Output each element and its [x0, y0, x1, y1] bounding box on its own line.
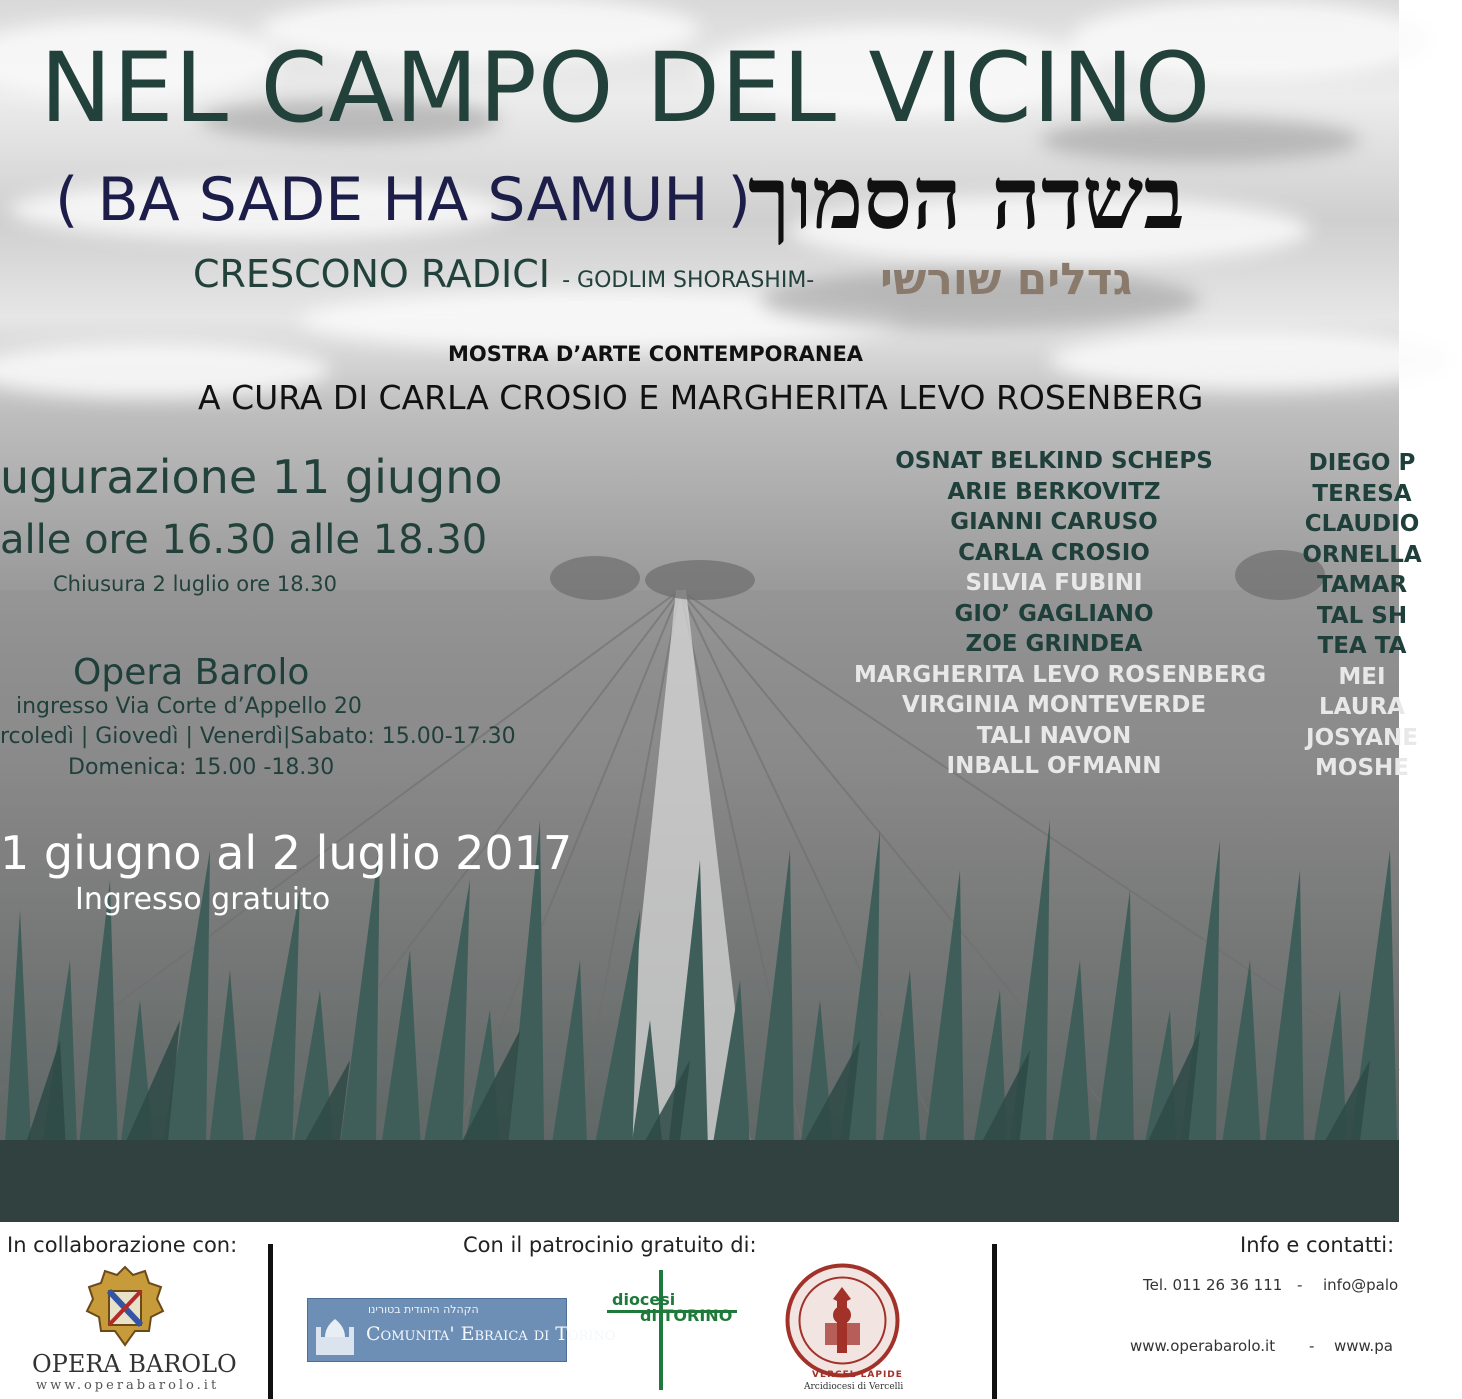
- artists-list-1: [854, 446, 1267, 782]
- artist-name: MARGHERITA LEVO ROSENBERG: [854, 661, 1267, 688]
- artist-name: TERESA: [1312, 480, 1412, 507]
- artist-name: LAURA: [1319, 694, 1405, 720]
- exhibition-type: MOSTRA D’ARTE CONTEMPORANEA: [448, 342, 864, 366]
- contact-phone: Tel. 011 26 36 111: [1143, 1276, 1283, 1294]
- admission-info: Ingresso gratuito: [75, 882, 331, 917]
- inauguration-hours: alle ore 16.30 alle 18.30: [0, 517, 488, 563]
- subtitle-transliteration: ( BA SADE HA SAMUH ): [55, 165, 751, 235]
- artist-name: ZOE GRINDEA: [965, 631, 1143, 657]
- artist-name: TAMAR: [1316, 572, 1408, 598]
- comunita-ebraica-logo: [307, 1298, 616, 1362]
- exhibition-dates: 1 giugno al 2 luglio 2017: [0, 826, 573, 880]
- artist-name: SILVIA FUBINI: [965, 570, 1143, 596]
- tagline: [193, 252, 814, 296]
- vercelli-seal-icon: [785, 1263, 900, 1378]
- collaboration-label: In collaborazione con:: [7, 1233, 238, 1257]
- artist-name: CARLA CROSIO: [958, 539, 1150, 566]
- opening-hours-sunday: Domenica: 15.00 -18.30: [68, 755, 335, 780]
- inauguration-date: ugurazione 11 giugno: [0, 450, 503, 504]
- artist-name: MOSHE: [1315, 755, 1409, 781]
- tagline-transliteration: - GODLIM SHORASHIM-: [562, 268, 815, 293]
- diocesi-name-line1: diocesi: [612, 1290, 676, 1309]
- venue-name: Opera Barolo: [73, 652, 310, 693]
- opera-barolo-url: www.operabarolo.it: [36, 1378, 220, 1393]
- comunita-hebrew: הקהלה היהודית בטורינו: [368, 1303, 479, 1316]
- artist-name: TAL SH: [1316, 602, 1408, 629]
- contact-separator: -: [1297, 1276, 1303, 1294]
- tagline-main: CRESCONO RADICI: [193, 252, 550, 296]
- website-secondary[interactable]: www.pa: [1334, 1337, 1393, 1355]
- exhibition-title: NEL CAMPO DEL VICINO: [40, 32, 1212, 144]
- opera-barolo-name: OPERA BAROLO: [32, 1350, 237, 1378]
- patronage-label: Con il patrocinio gratuito di:: [463, 1233, 757, 1257]
- artist-name: CLAUDIO: [1304, 511, 1420, 537]
- artist-name: MEI: [1338, 663, 1386, 690]
- artist-name: TALI NAVON: [976, 722, 1132, 749]
- diocesi-name-line2: di TORINO: [640, 1306, 733, 1325]
- website-opera-barolo[interactable]: www.operabarolo.it: [1130, 1337, 1276, 1355]
- artists-list-2: [1262, 448, 1462, 784]
- venue-address: ingresso Via Corte d’Appello 20: [16, 694, 362, 719]
- footer-divider: [268, 1244, 273, 1399]
- synagogue-icon: [312, 1317, 358, 1357]
- artist-name: GIANNI CARUSO: [950, 509, 1158, 535]
- opening-hours-weekdays: rcoledì | Giovedì | Venerdì|Sabato: 15.00-17.30: [0, 724, 516, 749]
- diocesi-cross-icon: [607, 1270, 737, 1390]
- tagline-hebrew: גדלים שורשי: [880, 254, 1133, 305]
- subtitle-hebrew: בשדה הסמוך: [748, 148, 1185, 249]
- info-label: Info e contatti:: [1240, 1233, 1395, 1257]
- artist-name: JOSYANE: [1306, 724, 1418, 751]
- footer-divider: [992, 1244, 997, 1399]
- artist-name: TEA TA: [1317, 633, 1407, 659]
- opera-barolo-crest-icon: [85, 1265, 165, 1350]
- artist-name: DIEGO P: [1308, 450, 1416, 476]
- artist-name: ORNELLA: [1302, 541, 1422, 568]
- artist-name: GIO’ GAGLIANO: [954, 600, 1154, 627]
- curators-line: A CURA DI CARLA CROSIO E MARGHERITA LEVO ROSENBERG: [198, 378, 1204, 417]
- artist-name: VIRGINIA MONTEVERDE: [901, 692, 1207, 718]
- vercelli-seal-text: VERCEL LAPIDE: [812, 1370, 903, 1380]
- artist-name: ARIE BERKOVITZ: [947, 478, 1161, 505]
- comunita-name: Comunita' Ebraica di Torino: [366, 1323, 616, 1345]
- contact-email[interactable]: info@palo: [1323, 1276, 1399, 1294]
- artist-name: INBALL OFMANN: [946, 753, 1162, 779]
- closing-info: Chiusura 2 luglio ore 18.30: [53, 572, 337, 596]
- contact-separator: -: [1309, 1337, 1315, 1355]
- artist-name: OSNAT BELKIND SCHEPS: [895, 448, 1213, 474]
- vercelli-caption: Arcidiocesi di Vercelli: [804, 1382, 904, 1392]
